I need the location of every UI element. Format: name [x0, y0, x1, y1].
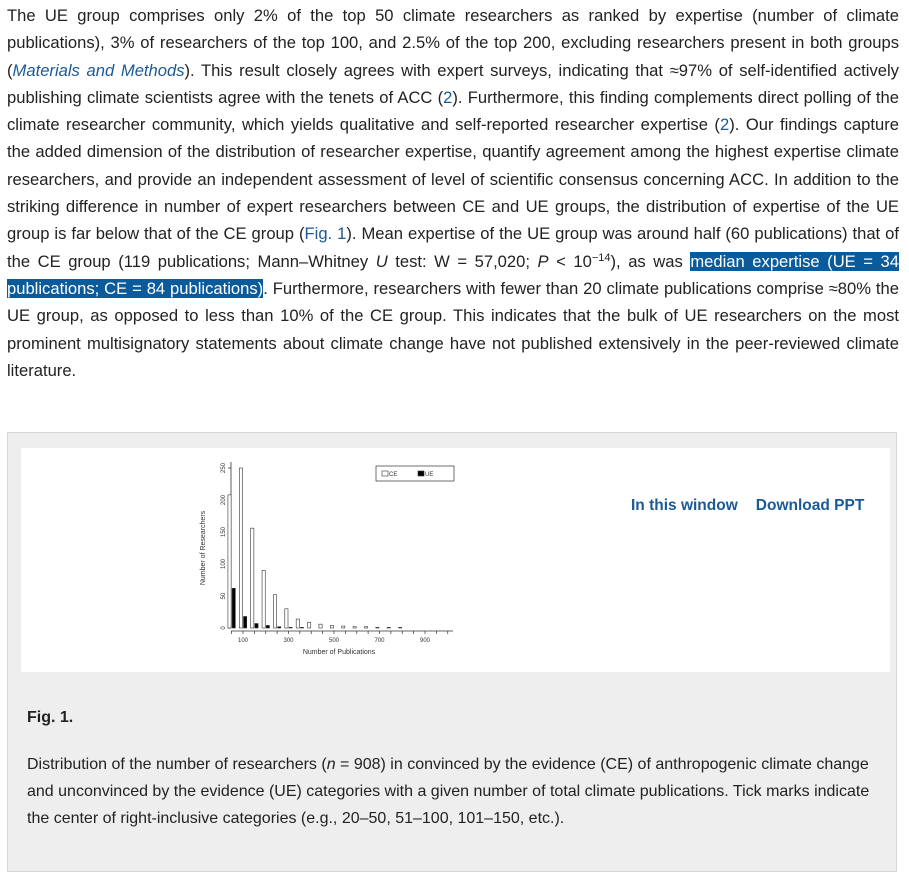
bar-ue	[244, 616, 247, 628]
legend-label-ce: CE	[389, 472, 398, 478]
legend-swatch-ce	[382, 471, 388, 476]
bar-ue	[278, 627, 281, 628]
histogram-chart[interactable]	[21, 448, 461, 672]
exponent: −14	[591, 251, 611, 264]
bar-ce	[273, 595, 276, 628]
bar-ce	[376, 627, 379, 628]
bar-ue	[289, 627, 292, 628]
bar-ce	[285, 609, 288, 628]
y-tick-label: 50	[221, 592, 227, 600]
paragraph-text-5: ). Mean expertise of the UE group was around half (60 publications) that of the CE group (119 publications; Mann–Whitney	[7, 224, 899, 271]
fig-1-link[interactable]: Fig. 1	[304, 224, 347, 244]
materials-methods-link[interactable]: Materials and Methods	[12, 60, 185, 80]
bar-ce	[353, 627, 356, 628]
selected-text-highlight[interactable]: median expertise (UE = 34 publications; CE = 84 publications)	[7, 251, 899, 298]
bar-ce	[228, 495, 231, 628]
paragraph-text-6: test: W = 57,020;	[387, 251, 538, 271]
caption-text-1: Distribution of the number of researchers (	[27, 756, 327, 773]
y-tick-label: 200	[221, 494, 227, 506]
paragraph-text-2: ). This result closely agrees with expert surveys, indicating that ≈97% of self-identified actively publishing climate scientists agree with the tenets of ACC (	[7, 60, 899, 107]
figure-title: Fig. 1.	[27, 709, 74, 726]
figure-container	[7, 432, 897, 872]
bar-ce	[387, 627, 390, 628]
bar-ce	[399, 627, 402, 628]
caption-n-symbol: n	[326, 756, 336, 773]
reference-2-link[interactable]: 2	[443, 87, 453, 107]
in-this-window-link[interactable]: In this window	[631, 497, 738, 514]
bar-ue	[232, 588, 235, 628]
y-tick-label: 150	[221, 526, 227, 538]
caption-text-2: = 908) in convinced by the evidence (CE) of anthropogenic climate change and unconvinced by the evidence (UE) categories with a given number of total climate publications. Tick marks indicate the center of right-inclusive categories (e.g., 20–50, 51–100, 101–150, etc.).	[27, 756, 870, 828]
figure-image-panel	[21, 448, 890, 672]
article-paragraph	[7, 2, 899, 384]
bar-ce	[364, 627, 367, 628]
p-value-symbol: P	[537, 251, 549, 271]
paragraph-text-9: . Furthermore, researchers with fewer than 20 climate publications comprise ≈80% the UE group, as opposed to less than 10% of the CE group. This indicates that the bulk of UE researchers on the most prominent multisignatory statements about climate change have not published extensively in the peer-reviewed climate literature.	[7, 278, 899, 380]
legend-label-ue: UE	[425, 472, 434, 478]
legend-swatch-ue	[418, 471, 424, 476]
x-tick-label: 700	[374, 638, 385, 644]
paragraph-text-4: ). Our findings capture the added dimension of the distribution of researcher expertise, quantify agreement among the highest expertise climate researchers, and provide an independent assessment of level of scientific consensus concerning ACC. In addition to the striking difference in number of expert researchers between CE and UE groups, the distribution of expertise of the UE group is far below that of the CE group (	[7, 115, 899, 244]
bar-ue	[300, 627, 303, 628]
paragraph-text-7: < 10	[548, 251, 592, 271]
x-tick-label: 500	[328, 638, 340, 644]
mann-whitney-u: U	[375, 251, 388, 271]
bar-ce	[330, 625, 333, 628]
bar-ce	[308, 622, 311, 628]
paragraph-text-1: The UE group comprises only 2% of the top 50 climate researchers as ranked by expertise (number of climate publications), 3% of researchers of the top 100, and 2.5% of the top 200, excluding researchers present in both groups (	[7, 6, 899, 80]
bar-ce	[296, 619, 299, 628]
y-tick-label: 100	[221, 558, 227, 570]
bar-ce	[239, 468, 242, 628]
x-tick-label: 100	[237, 638, 249, 644]
bar-ue	[266, 625, 269, 628]
y-tick-label: 250	[221, 462, 227, 474]
paragraph-text-8: ), as was	[610, 251, 691, 271]
figure-caption	[27, 751, 877, 833]
bar-ce	[342, 626, 345, 628]
paragraph-text-3: ). Furthermore, this finding complements direct polling of the climate researcher community, which yields qualitative and self-reported researcher expertise (	[7, 87, 899, 135]
figure-links	[631, 497, 864, 515]
download-ppt-link[interactable]: Download PPT	[755, 497, 865, 514]
bar-ce	[319, 624, 322, 628]
x-tick-label: 900	[419, 638, 431, 644]
x-axis-label: Number of Publications	[302, 649, 376, 656]
bar-ce	[262, 570, 265, 628]
bar-ue	[255, 624, 258, 628]
y-tick-label: 0	[221, 626, 227, 630]
reference-2-link-second[interactable]: 2	[719, 115, 730, 135]
x-tick-label: 300	[283, 638, 294, 644]
y-axis-label: Number of Researchers	[200, 510, 207, 586]
bar-ce	[251, 528, 254, 628]
